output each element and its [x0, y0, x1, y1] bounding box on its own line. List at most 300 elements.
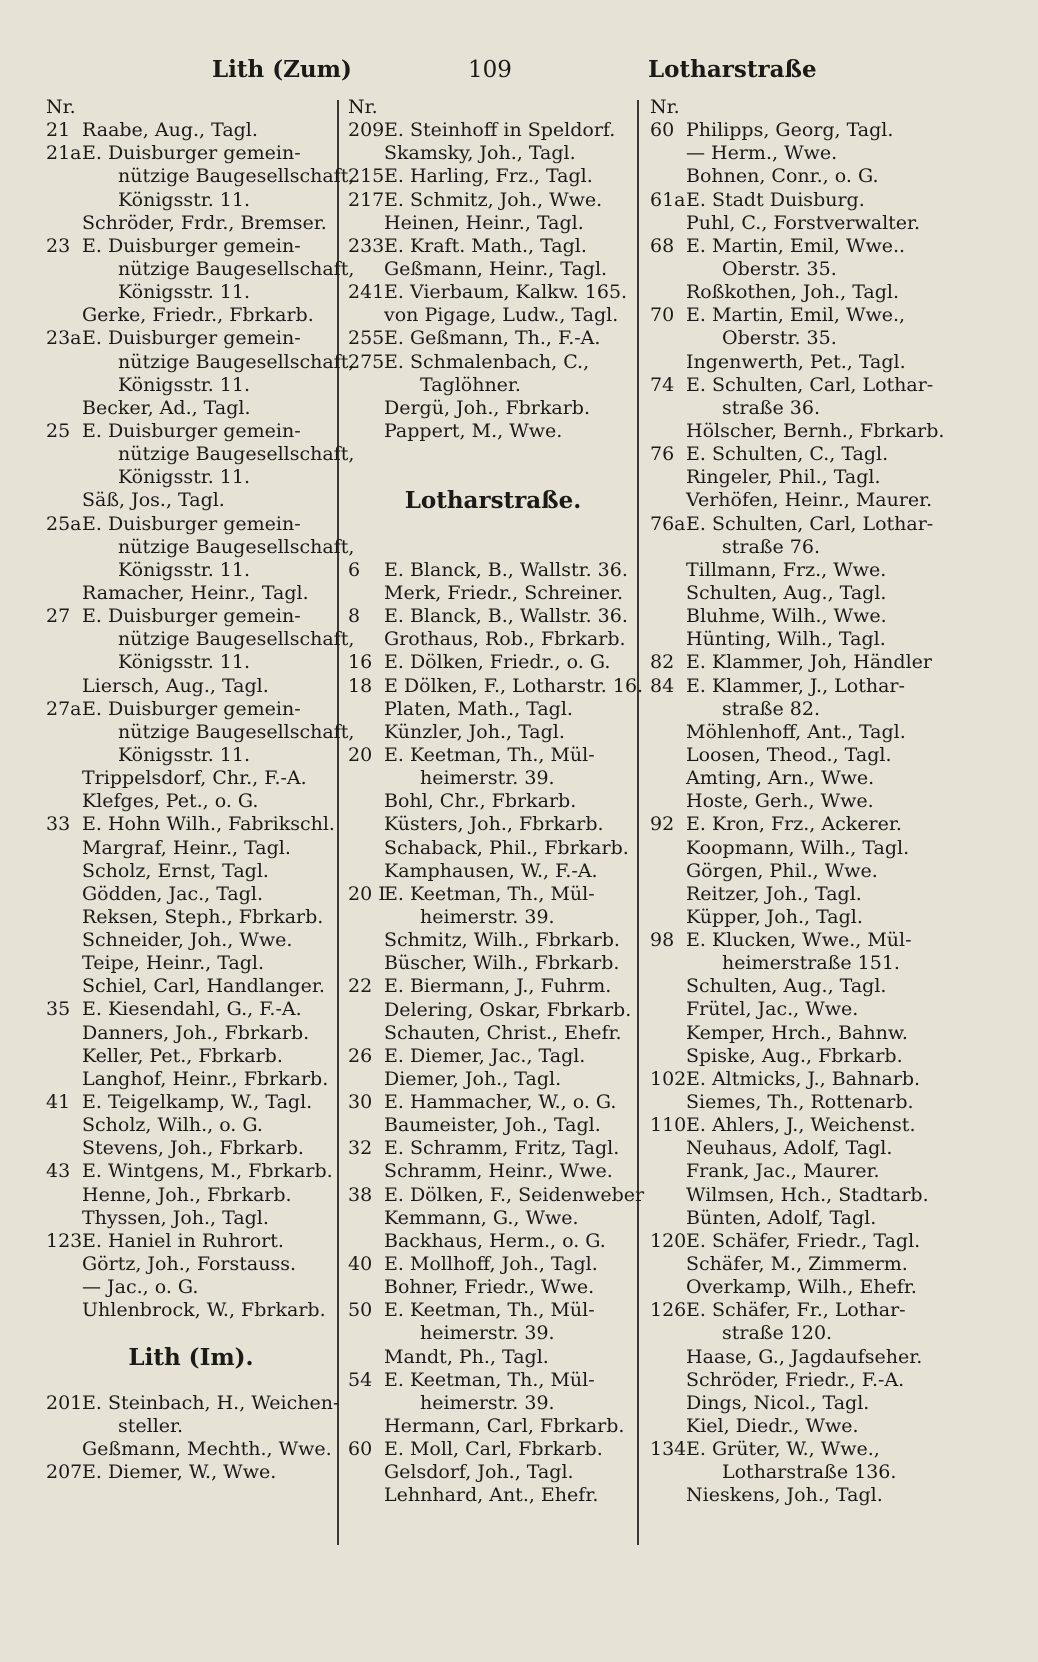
resident-line: [650, 1392, 940, 1415]
resident-line: [348, 813, 638, 836]
resident-line: [348, 1346, 638, 1369]
entry-text: E. Martin, Emil, Wwe.,: [686, 304, 906, 327]
house-number: 27: [46, 605, 71, 628]
entry-text: Nr.: [348, 96, 378, 118]
house-number: 201: [46, 1391, 83, 1414]
section-heading: Lith (Im).: [128, 1343, 254, 1371]
entry-text: — Herm., Wwe.: [686, 142, 838, 165]
house-number: 60: [650, 119, 675, 142]
resident-line: [650, 281, 940, 304]
house-number: 16: [348, 651, 373, 674]
house-entry: [46, 1230, 336, 1253]
entry-text: Bünten, Adolf, Tagl.: [686, 1206, 877, 1229]
house-number: 8: [348, 605, 361, 628]
entry-text: E. Duisburger gemein-: [82, 142, 301, 165]
resident-line: [348, 374, 638, 397]
resident-line: [650, 559, 940, 582]
house-number: 35: [46, 998, 71, 1021]
entry-text: Schauten, Christ., Ehefr.: [384, 1021, 622, 1044]
resident-line: [650, 952, 940, 975]
entry-text: Siemes, Th., Rottenarb.: [686, 1091, 914, 1114]
entry-text: E. Teigelkamp, W., Tagl.: [82, 1091, 313, 1114]
resident-line: [650, 351, 940, 374]
entry-text: Küpper, Joh., Tagl.: [686, 905, 863, 928]
entry-text: Königsstr. 11.: [118, 466, 251, 489]
entry-text: Grothaus, Rob., Fbrkarb.: [384, 628, 626, 651]
resident-line: [650, 327, 940, 350]
resident-line: [650, 212, 940, 235]
entry-text: Mandt, Ph., Tagl.: [384, 1345, 549, 1368]
entry-text: Schiel, Carl, Handlanger.: [82, 975, 325, 998]
house-entry: [348, 351, 638, 374]
resident-line: [46, 790, 336, 813]
entry-text: nützige Baugesellschaft,: [118, 535, 355, 558]
entry-text: Roßkothen, Joh., Tagl.: [686, 281, 900, 304]
resident-line: [348, 1461, 638, 1484]
house-number: 6: [348, 558, 361, 581]
entry-text: straße 82.: [722, 697, 820, 720]
entry-text: E. Harling, Frz., Tagl.: [384, 165, 593, 188]
resident-line: [46, 304, 336, 327]
entry-text: nützige Baugesellschaft,: [118, 720, 355, 743]
column-2: [348, 96, 645, 1508]
entry-text: Frank, Jac., Maurer.: [686, 1160, 880, 1183]
resident-line: [650, 837, 940, 860]
page-header: [0, 52, 1038, 88]
resident-line: [46, 720, 355, 744]
house-number: 134: [650, 1438, 687, 1461]
resident-line: [46, 1276, 336, 1299]
entry-text: Büscher, Wilh., Fbrkarb.: [384, 952, 620, 975]
resident-line: [650, 489, 940, 512]
house-entry: [46, 420, 336, 443]
resident-line: [650, 1346, 940, 1369]
entry-text: E. Klammer, J., Lothar-: [686, 674, 905, 697]
house-entry: [46, 327, 336, 350]
entry-text: von Pigage, Ludw., Tagl.: [384, 304, 619, 327]
resident-line: [650, 1022, 940, 1045]
entry-text: Skamsky, Joh., Tagl.: [384, 142, 576, 165]
resident-line: [348, 582, 638, 605]
resident-line: [46, 744, 336, 767]
entry-text: Philipps, Georg, Tagl.: [686, 119, 894, 142]
entry-text: Schaback, Phil., Fbrkarb.: [384, 836, 629, 859]
entry-text: E. Dölken, Friedr., o. G.: [384, 651, 611, 674]
entry-text: Reksen, Steph., Fbrkarb.: [82, 905, 324, 928]
resident-line: [348, 790, 638, 813]
house-number: 25: [46, 419, 71, 442]
entry-text: E. Kraft. Math., Tagl.: [384, 234, 587, 257]
entry-text: E. Keetman, Th., Mül-: [384, 1368, 595, 1391]
resident-line: [46, 374, 336, 397]
entry-text: Platen, Math., Tagl.: [384, 697, 573, 720]
resident-line: [46, 535, 355, 559]
house-entry: [348, 235, 638, 258]
entry-text: Schröder, Frdr., Bremser.: [82, 211, 327, 234]
resident-line: [46, 350, 355, 374]
house-number: 43: [46, 1160, 71, 1183]
house-entry: [46, 998, 336, 1021]
resident-line: [348, 1392, 638, 1415]
resident-line: [348, 1068, 638, 1091]
entry-text: Hoste, Gerh., Wwe.: [686, 790, 874, 813]
entry-text: Lotharstraße 136.: [722, 1461, 897, 1484]
entry-text: E. Steinbach, H., Weichen-: [82, 1391, 340, 1414]
entry-text: Liersch, Aug., Tagl.: [82, 674, 269, 697]
resident-line: [348, 304, 638, 327]
house-number: 50: [348, 1299, 373, 1322]
entry-text: Spiske, Aug., Fbrkarb.: [686, 1044, 903, 1067]
entry-text: Küsters, Joh., Fbrkarb.: [384, 813, 604, 836]
house-number: 110: [650, 1114, 687, 1137]
resident-line: [46, 860, 336, 883]
house-number: 41: [46, 1091, 71, 1114]
house-number: 82: [650, 651, 675, 674]
resident-line: [46, 257, 355, 281]
resident-line: [348, 628, 638, 651]
entry-text: Ingenwerth, Pet., Tagl.: [686, 350, 906, 373]
house-entry: [348, 189, 638, 212]
entry-text: E. Hammacher, W., o. G.: [384, 1091, 617, 1114]
house-number: 275: [348, 350, 385, 373]
entry-text: E. Moll, Carl, Fbrkarb.: [384, 1438, 603, 1461]
resident-line: [348, 906, 638, 929]
resident-line: [348, 1207, 638, 1230]
entry-text: straße 120.: [722, 1322, 833, 1345]
resident-line: [46, 1207, 336, 1230]
house-number: 255: [348, 327, 385, 350]
house-entry: [46, 813, 336, 836]
house-entry: [348, 559, 638, 582]
house-entry: [348, 1137, 638, 1160]
resident-line: [348, 1230, 638, 1253]
entry-text: E. Duisburger gemein-: [82, 234, 301, 257]
resident-line: [650, 1276, 940, 1299]
entry-text: Bluhme, Wilh., Wwe.: [686, 605, 887, 628]
house-entry: [650, 513, 940, 536]
resident-line: [348, 1022, 638, 1045]
entry-text: Nr.: [650, 96, 680, 118]
entry-text: E. Klucken, Wwe., Mül-: [686, 929, 912, 952]
house-entry: [650, 1299, 940, 1322]
entry-text: Kamphausen, W., F.-A.: [384, 859, 598, 882]
resident-line: [46, 165, 355, 188]
spacer: [348, 536, 638, 559]
house-number: 21a: [46, 142, 82, 165]
house-number: 22: [348, 975, 373, 998]
entry-text: E. Klammer, Joh, Händler: [686, 651, 932, 674]
entry-text: Taglöhner.: [420, 373, 521, 396]
resident-line: [348, 767, 638, 790]
entry-text: E. Diemer, Jac., Tagl.: [384, 1044, 586, 1067]
entry-text: Backhaus, Herm., o. G.: [384, 1229, 606, 1252]
resident-line: [348, 420, 638, 443]
entry-text: Lehnhard, Ant., Ehefr.: [384, 1484, 599, 1507]
entry-text: Schramm, Heinr., Wwe.: [384, 1160, 613, 1183]
resident-line: [46, 883, 336, 906]
house-entry: [46, 235, 336, 258]
entry-text: Margraf, Heinr., Tagl.: [82, 836, 291, 859]
house-entry: [650, 651, 940, 674]
entry-text: E. Keetman, Th., Mül-: [384, 1299, 595, 1322]
entry-text: Gödden, Jac., Tagl.: [82, 882, 264, 905]
entry-text: Dergü, Joh., Fbrkarb.: [384, 396, 591, 419]
resident-line: [650, 142, 940, 165]
resident-line: [650, 698, 940, 721]
house-number: 30: [348, 1091, 373, 1114]
house-number: 40: [348, 1253, 373, 1276]
entry-text: Schneider, Joh., Wwe.: [82, 929, 293, 952]
resident-line: [348, 698, 638, 721]
resident-line: [348, 1114, 638, 1137]
resident-line: [46, 1022, 336, 1045]
entry-text: Bohnen, Conr., o. G.: [686, 165, 879, 188]
entry-text: Königsstr. 11.: [118, 188, 251, 211]
section-heading: Lotharstraße.: [404, 487, 582, 515]
house-number: 20 I: [348, 882, 386, 905]
house-entry: [348, 1438, 638, 1461]
spacer: [348, 443, 638, 466]
resident-line: [46, 837, 336, 860]
entry-text: E. Schmitz, Joh., Wwe.: [384, 188, 603, 211]
entry-text: Henne, Joh., Fbrkarb.: [82, 1183, 292, 1206]
resident-line: [46, 975, 336, 998]
house-entry: [650, 675, 940, 698]
entry-text: E. Kiesendahl, G., F.-A.: [82, 998, 302, 1021]
resident-line: [650, 744, 940, 767]
resident-line: [348, 1484, 638, 1507]
entry-text: Königsstr. 11.: [118, 651, 251, 674]
entry-text: Kiel, Diedr., Wwe.: [686, 1415, 859, 1438]
house-entry: [650, 1438, 940, 1461]
house-entry: [348, 1183, 645, 1207]
house-entry: [650, 235, 940, 258]
house-number: 74: [650, 373, 675, 396]
entry-text: Amting, Arn., Wwe.: [686, 767, 875, 790]
resident-line: [650, 721, 940, 744]
resident-line: [348, 1322, 638, 1345]
house-entry: [348, 651, 638, 674]
entry-text: Geßmann, Mechth., Wwe.: [82, 1438, 332, 1461]
house-number: 241: [348, 281, 385, 304]
resident-line: [46, 651, 336, 674]
house-entry: [348, 744, 638, 767]
house-entry: [650, 304, 940, 327]
entry-text: E. Martin, Emil, Wwe..: [686, 234, 906, 257]
resident-line: [650, 1045, 940, 1068]
resident-line: [348, 860, 638, 883]
entry-text: Haase, G., Jagdaufseher.: [686, 1345, 923, 1368]
entry-text: Raabe, Aug., Tagl.: [82, 119, 258, 142]
resident-line: [650, 906, 940, 929]
house-number: 33: [46, 813, 71, 836]
entry-text: E. Schulten, Carl, Lothar-: [686, 373, 934, 396]
entry-text: Bohner, Friedr., Wwe.: [384, 1276, 595, 1299]
entry-text: Scholz, Wilh., o. G.: [82, 1114, 263, 1137]
house-entry: [650, 813, 940, 836]
resident-line: [348, 837, 638, 860]
entry-text: Ringeler, Phil., Tagl.: [686, 466, 881, 489]
house-number: 102: [650, 1067, 687, 1090]
house-entry: [46, 1160, 336, 1183]
resident-line: [46, 443, 355, 466]
column-label: [348, 96, 638, 119]
entry-text: steller.: [118, 1415, 184, 1438]
entry-text: straße 36.: [722, 396, 820, 419]
resident-line: [348, 142, 638, 165]
entry-text: Hermann, Carl, Fbrkarb.: [384, 1415, 625, 1438]
resident-line: [348, 212, 638, 235]
entry-text: Merk, Friedr., Schreiner.: [384, 581, 624, 604]
house-entry: [348, 1045, 638, 1068]
entry-text: Danners, Joh., Fbrkarb.: [82, 1021, 310, 1044]
entry-text: E. Stadt Duisburg.: [686, 188, 865, 211]
house-number: 76a: [650, 512, 686, 535]
house-entry: [46, 1461, 336, 1484]
resident-line: [650, 1484, 940, 1507]
entry-text: Uhlenbrock, W., Fbrkarb.: [82, 1299, 326, 1322]
house-entry: [650, 189, 940, 212]
house-entry: [650, 1068, 940, 1091]
resident-line: [46, 1045, 336, 1068]
entry-text: Görtz, Joh., Forstauss.: [82, 1253, 296, 1276]
column-label: [650, 96, 940, 119]
entry-text: Diemer, Joh., Tagl.: [384, 1067, 562, 1090]
house-entry: [46, 605, 336, 628]
entry-text: Oberstr. 35.: [722, 257, 837, 280]
entry-text: Königsstr. 11.: [118, 558, 251, 581]
entry-text: Klefges, Pet., o. G.: [82, 790, 259, 813]
resident-line: [650, 790, 940, 813]
resident-line: [46, 1184, 336, 1207]
house-entry: [348, 281, 638, 304]
house-number: 54: [348, 1368, 373, 1391]
resident-line: [46, 582, 336, 605]
house-entry: [46, 1391, 340, 1415]
resident-line: [348, 721, 638, 744]
entry-text: Görgen, Phil., Wwe.: [686, 859, 878, 882]
resident-line: [650, 860, 940, 883]
house-entry: [46, 513, 336, 536]
entry-text: Kemmann, G., Wwe.: [384, 1206, 579, 1229]
house-number: 21: [46, 119, 71, 142]
resident-line: [650, 1091, 940, 1114]
entry-text: nützige Baugesellschaft,: [118, 443, 355, 466]
entry-text: E. Duisburger gemein-: [82, 512, 301, 535]
house-entry: [46, 698, 336, 721]
house-number: 98: [650, 929, 675, 952]
house-number: 120: [650, 1229, 687, 1252]
house-entry: [348, 1369, 638, 1392]
resident-line: [650, 628, 940, 651]
entry-text: heimerstr. 39.: [420, 1391, 555, 1414]
resident-line: [46, 1253, 336, 1276]
entry-text: Oberstr. 35.: [722, 327, 837, 350]
entry-text: Schmitz, Wilh., Fbrkarb.: [384, 929, 620, 952]
entry-text: Heinen, Heinr., Tagl.: [384, 211, 584, 234]
entry-text: E. Schmalenbach, C.,: [384, 350, 590, 373]
entry-text: Gelsdorf, Joh., Tagl.: [384, 1461, 574, 1484]
house-number: 23: [46, 234, 71, 257]
entry-text: Gerke, Friedr., Fbrkarb.: [82, 304, 314, 327]
house-number: 123: [46, 1229, 83, 1252]
entry-text: Schröder, Friedr., F.-A.: [686, 1368, 905, 1391]
entry-text: Pappert, M., Wwe.: [384, 419, 563, 442]
house-number: 38: [348, 1183, 373, 1206]
resident-line: [46, 1299, 336, 1322]
entry-text: Delering, Oskar, Fbrkarb.: [384, 998, 632, 1021]
entry-text: Tillmann, Frz., Wwe.: [686, 558, 887, 581]
resident-line: [650, 883, 940, 906]
entry-text: E. Duisburger gemein-: [82, 605, 301, 628]
house-entry: [650, 119, 940, 142]
resident-line: [46, 929, 336, 952]
resident-line: [650, 1415, 940, 1438]
house-entry: [348, 674, 644, 698]
house-number: 76: [650, 443, 675, 466]
entry-text: — Jac., o. G.: [82, 1276, 199, 1299]
entry-text: Schulten, Aug., Tagl.: [686, 581, 887, 604]
resident-line: [46, 906, 336, 929]
entry-text: Nr.: [46, 96, 76, 118]
entry-text: E. Duisburger gemein-: [82, 697, 301, 720]
entry-text: nützige Baugesellschaft,: [118, 628, 355, 651]
house-entry: [348, 975, 638, 998]
entry-text: Frütel, Jac., Wwe.: [686, 998, 859, 1021]
entry-text: Stevens, Joh., Fbrkarb.: [82, 1137, 304, 1160]
house-number: 61a: [650, 188, 686, 211]
house-number: 68: [650, 234, 675, 257]
resident-line: [46, 489, 336, 512]
resident-line: [46, 466, 336, 489]
house-entry: [348, 1253, 638, 1276]
resident-line: [46, 628, 355, 651]
entry-text: Bohl, Chr., Fbrkarb.: [384, 790, 577, 813]
entry-text: Hünting, Wilh., Tagl.: [686, 628, 886, 651]
entry-text: Säß, Jos., Tagl.: [82, 489, 225, 512]
resident-line: [650, 1322, 940, 1345]
resident-line: [348, 1276, 638, 1299]
house-number: 207: [46, 1461, 83, 1484]
resident-line: [46, 675, 336, 698]
entry-text: E. Schramm, Fritz, Tagl.: [384, 1137, 620, 1160]
resident-line: [650, 767, 940, 790]
resident-line: [348, 999, 638, 1022]
resident-line: [46, 559, 336, 582]
entry-text: heimerstr. 39.: [420, 1322, 555, 1345]
entry-text: E. Blanck, B., Wallstr. 36.: [384, 605, 628, 628]
house-entry: [650, 1230, 940, 1253]
house-entry: [650, 929, 940, 952]
entry-text: E. Altmicks, J., Bahnarb.: [686, 1067, 921, 1090]
entry-text: Trippelsdorf, Chr., F.-A.: [82, 767, 307, 790]
entry-text: E. Blanck, B., Wallstr. 36.: [384, 558, 628, 581]
entry-text: Langhof, Heinr., Fbrkarb.: [82, 1067, 329, 1090]
house-entry: [650, 374, 940, 397]
column-divider-1: [337, 100, 339, 1545]
house-entry: [46, 1091, 336, 1114]
resident-line: [650, 536, 940, 559]
resident-line: [650, 605, 940, 628]
resident-line: [650, 1369, 940, 1392]
entry-text: Loosen, Theod., Tagl.: [686, 743, 892, 766]
resident-line: [46, 397, 336, 420]
house-entry: [46, 142, 336, 165]
entry-text: E. Dölken, F., Seidenweber: [384, 1183, 645, 1206]
resident-line: [650, 1207, 940, 1230]
house-number: 27a: [46, 697, 82, 720]
resident-line: [650, 1184, 940, 1207]
